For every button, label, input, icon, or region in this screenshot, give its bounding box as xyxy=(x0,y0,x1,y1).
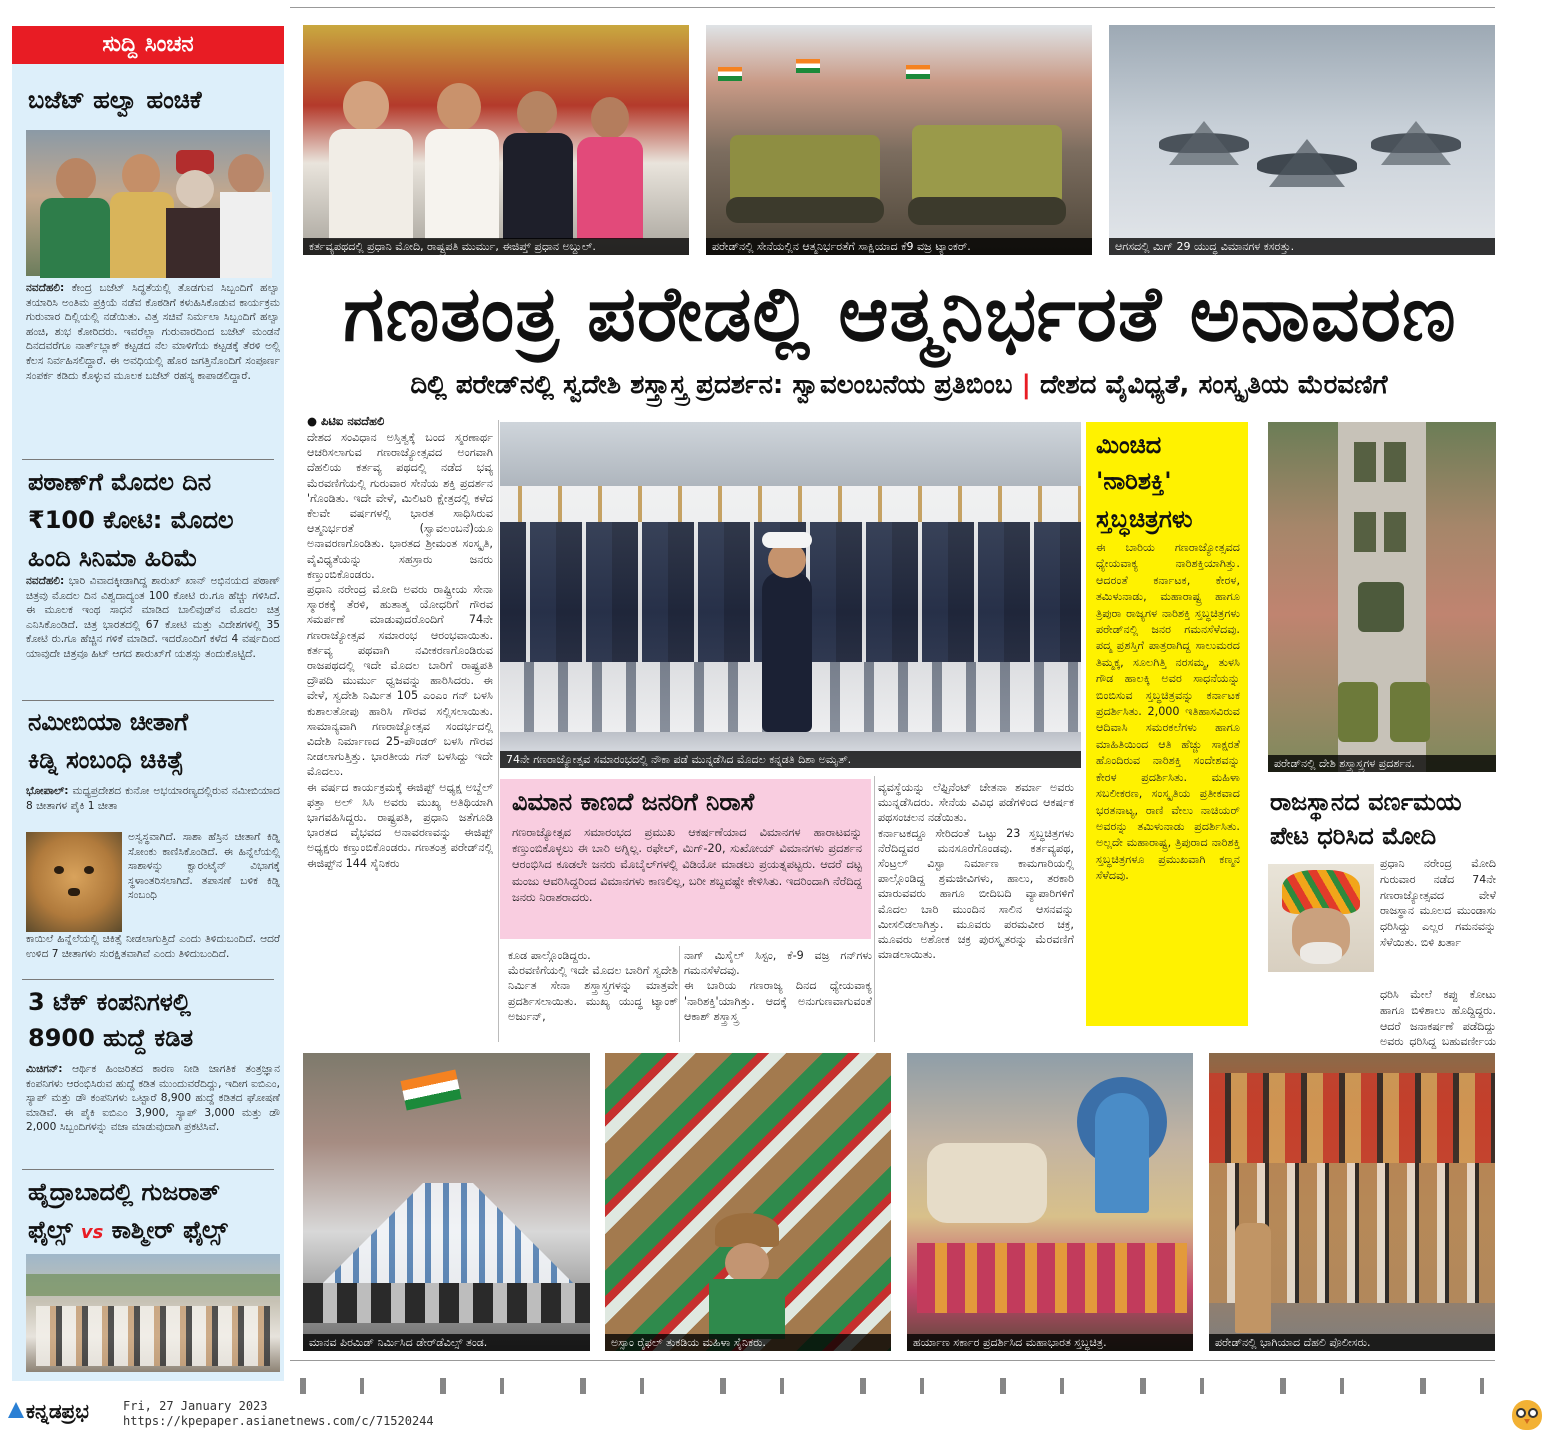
dateline: ನವದೆಹಲಿ: xyxy=(26,575,65,587)
top-rule xyxy=(290,7,1495,8)
main-story-col2: ಕೂಡ ಪಾಲ್ಗೊಂಡಿದ್ದರು. ಮೆರವಣಿಗೆಯಲ್ಲಿ ಇದೇ ಮೊದಲ ಬಾರಿಗೆ ಸ್ವದೇಶಿ ನಿರ್ಮಿತ ಸೇನಾ ಶಸ್ತ್ರಾಸ್ತ್ರಗಳನ್ನು ಮಾತ್ರವೇ ಪ್ರದರ್ಶಿಸಲಾಯಿತು. ಮುಖ್ಯ ಯುದ್ಧ ಟ್ಯಾಂಕ್ ಅರ್ಜುನ್, xyxy=(508,949,678,1023)
sub-headline-left: ದಿಲ್ಲಿ ಪರೇಡ್‌ನಲ್ಲಿ ಸ್ವದೇಶಿ ಶಸ್ತ್ರಾಸ್ತ್ರ ಪ್ರದರ್ಶನ: ಸ್ವಾವಲಂಬನೆಯ ಪ್ರತಿಬಿಂಬ xyxy=(410,370,1013,400)
photo-caption: ಕರ್ತವ್ಯಪಥದಲ್ಲಿ ಪ್ರಧಾನಿ ಮೋದಿ, ರಾಷ್ಟ್ರಪತಿ ಮುರ್ಮು, ಈಜಿಪ್ತ್ ಪ್ರಧಾನ ಅಬ್ದುಲ್. xyxy=(303,238,689,255)
column-divider xyxy=(679,946,680,1042)
story-body: ಮಧ್ಯಪ್ರದೇಶದ ಕುನೋ ಅಭಯಾರಣ್ಯದಲ್ಲಿರುವ ನಮೀಬಿಯಾದ 8 ಚೀತಾಗಳ ಪೈಕಿ 1 ಚೀತಾ xyxy=(26,785,280,812)
yellow-box-title-l2: 'ನಾರಿಶಕ್ತಿ' xyxy=(1096,467,1172,495)
dateline: ಭೋಪಾಲ್: xyxy=(26,785,69,797)
story-text-cheetah-bottom: ಕಾಯಿಲೆ ಹಿನ್ನೆಲೆಯಲ್ಲಿ ಚಿಕಿತ್ಸೆ ನೀಡಲಾಗುತ್ತಿದೆ ಎಂದು ತಿಳಿದುಬಂದಿದೆ. ಆದರೆ ಉಳಿದ 7 ಚೀತಾಗಳು ಸುರಕ್ಷಿತವಾಗಿವೆ ಎಂದು ತಿಳಿದುಬಂದಿದೆ. xyxy=(26,933,280,960)
bottom-photo-delhi-police xyxy=(1209,1053,1495,1351)
crowd-screening-photo xyxy=(26,1254,280,1372)
main-story-col3a: ವ್ಯವಸ್ಥೆಯನ್ನು ಲೆಫ್ಟಿನೆಂಟ್ ಚೇತನಾ ಶರ್ಮಾ ಅವರು ಮುನ್ನಡೆಸಿದರು. ಸೇನೆಯ ವಿವಿಧ ಪಡೆಗಳಿಂದ ಆಕರ್ಷಕ ಪಥಸಂಚಲನ ನಡೆಯಿತು. ಕರ್ನಾಟಕದ್ದೂ ಸೇರಿದಂತೆ ಒಟ್ಟು 23 ಸ್ತಬ್ಧಚಿತ್ರಗಳು ನೆರೆದಿದ್ದವರ ಮನಸೂರೆಗೊಂಡವು. ಕರ್ತವ್ಯಪಥ, ಸೆಂಟ್ರಲ್ ವಿಸ್ಟಾ ನಿರ್ಮಾಣ ಕಾಮಗಾರಿಯಲ್ಲಿ ಪಾಲ್ಗೊಂಡಿದ್ದ ಶ್ರಮಜೀವಿಗಳು, ಹಾಲು, ತರಕಾರಿ ಮಾರುವವರು ಹಾಗೂ ಬೀದಿಬದಿ ವ್ಯಾಪಾರಿಗಳಿಗೆ ಮೊದಲ ಬಾರಿ ಮುಂದಿನ ಸಾಲಿನ ಆಸನವನ್ನು ಮೀಸಲಿಡಲಾಗಿತ್ತು. ಮೂವರು ಪರಮವೀರ ಚಕ್ರ, ಮೂವರು ಅಶೋಕ ಚಕ್ರ ಪುರಸ್ಕೃತರನ್ನು ಮೆರವಣಿಗೆ ಮಾಡಲಾಯಿತು. xyxy=(878,781,1074,962)
main-story-col1: ದೇಶದ ಸಂವಿಧಾನ ಅಸ್ತಿತ್ವಕ್ಕೆ ಬಂದ ಸ್ಮರಣಾರ್ಥ ಆಚರಿಸಲಾಗುವ ಗಣರಾಜ್ಯೋತ್ಸವದ ಅಂಗವಾಗಿ ದೆಹಲಿಯ ಕರ್ತವ್ಯ ಪಥದಲ್ಲಿ ನಡೆದ ಭವ್ಯ ಮೆರವಣಿಗೆಯಲ್ಲಿ ಗುರುವಾರ ಸೇನೆಯ ಶಕ್ತಿ ಪ್ರದರ್ಶನ 'ಗೊಂಡಿತು. ಇದೇ ವೇಳೆ, ಮಿಲಿಟರಿ ಕ್ಷೇತ್ರದಲ್ಲಿ ಕಳೆದ ಕೆಲವೇ ವರ್ಷಗಳಲ್ಲಿ ಭಾರತ ಸಾಧಿಸಿರುವ ಆತ್ಮನಿರ್ಭರತೆ (ಸ್ವಾವಲಂಬನೆ)ಯೂ ಅನಾವರಣಗೊಂಡಿತು. ಭಾರತದ ಶ್ರೀಮಂತ ಸಂಸ್ಕೃತಿ, ವೈವಿಧ್ಯತೆಯನ್ನು ಸಹಸ್ರಾರು ಜನರು ಕಣ್ತುಂಬಿಕೊಂಡರು. ಪ್ರಧಾನಿ ನರೇಂದ್ರ ಮೋದಿ ಅವರು ರಾಷ್ಟ್ರೀಯ ಸೇನಾ ಸ್ಮಾರಕಕ್ಕೆ ತೆರಳಿ, ಹುತಾತ್ಮ ಯೋಧರಿಗೆ ಗೌರವ ಸಮರ್ಪಣೆ ಮಾಡುವುದರೊಂದಿಗೆ 74ನೇ ಗಣರಾಜ್ಯೋತ್ಸವ ಸಮಾರಂಭ ಆರಂಭವಾಯಿತು. ಕರ್ತವ್ಯ ಪಥವಾಗಿ ನವೀಕರಣಗೊಂಡಿರುವ ರಾಜಪಥದಲ್ಲಿ ಇದೇ ಮೊದಲ ಬಾರಿಗೆ ರಾಷ್ಟ್ರಪತಿ ದ್ರೌಪದಿ ಮುರ್ಮು ಧ್ವಜವನ್ನು ಹಾರಿಸಿದರು. ಈ ವೇಳೆ, ಸ್ವದೇಶಿ ನಿರ್ಮಿತ 105 ಎಂಎಂ ಗನ್ ಬಳಸಿ ಕುಶಾಲತೋಪು ಹಾರಿಸಿ ಗೌರವ ಸಲ್ಲಿಸಲಾಯಿತು. ಸಾಮಾನ್ಯವಾಗಿ ಗಣರಾಜ್ಯೋತ್ಸವ ಸಂದರ್ಭದಲ್ಲಿ ವಿದೇಶಿ ನಿರ್ಮಾಣದ 25-ಪೌಂಡರ್ ಬಳಸಿ ಗೌರವ ನೀಡಲಾಗುತ್ತಿತ್ತು. ಭಾರತೀಯ ಗನ್ ಬಳಸಿದ್ದು ಇದೇ ಮೊದಲು. ಈ ವರ್ಷದ ಕಾರ್ಯಕ್ರಮಕ್ಕೆ ಈಜಿಪ್ಟ್ ಅಧ್ಯಕ್ಷ ಅಬ್ದೆಲ್ ಫತ್ತಾ ಅಲ್ ಸಿಸಿ ಅವರು ಮುಖ್ಯ ಅತಿಥಿಯಾಗಿ ಭಾಗವಹಿಸಿದ್ದರು. ರಾಷ್ಟ್ರಪತಿ, ಪ್ರಧಾನಿ ಜತೆಗೂಡಿ ಭಾರತದ ವೈಭವದ ಅನಾವರಣವನ್ನು ಈಜಿಪ್ಟ್ ಅಧ್ಯಕ್ಷರು ಕಣ್ತುಂಬಿಕೊಂಡರು. ಗಣತಂತ್ರ ಪರೇಡ್‌ನಲ್ಲಿ ಈಜಿಪ್ಟ್‌ನ 144 ಸೈನಿಕರು xyxy=(307,431,493,870)
story-text-tech-layoffs xyxy=(26,1062,280,1166)
pink-box-title: ವಿಮಾನ ಕಾಣದೆ ಜನರಿಗೆ ನಿರಾಸೆ xyxy=(512,788,755,816)
photo-caption: ಹರ್ಯಾಣ ಸರ್ಕಾರ ಪ್ರದರ್ಶಿಸಿದ ಮಹಾಭಾರತ ಸ್ತಬ್ಧಚಿತ್ರ. xyxy=(907,1334,1193,1351)
versus-mark: vs xyxy=(80,1222,104,1243)
story-title-cheetah-l2: ಕಿಡ್ನಿ ಸಂಬಂಧಿ ಚಿಕಿತ್ಸೆ xyxy=(28,746,184,774)
owl-icon[interactable] xyxy=(1512,1400,1542,1430)
halwa-ceremony-photo xyxy=(26,130,270,276)
top-photo-mig29 xyxy=(1109,25,1495,255)
logo-mark-icon xyxy=(8,1402,24,1418)
sub-headline-separator: | xyxy=(1021,370,1031,400)
divider xyxy=(22,1169,274,1170)
column-divider xyxy=(498,420,499,1042)
story-text-pathaan xyxy=(26,574,280,698)
story-title-files-l1: ಹೈದ್ರಾಬಾದಲ್ಲಿ ಗುಜರಾತ್ xyxy=(28,1178,220,1206)
story-body: ಆರ್ಥಿಕ ಹಿಂಜರಿತದ ಕಾರಣ ನೀಡಿ ಜಾಗತಿಕ ತಂತ್ರಜ್ಞಾನ ಕಂಪನಿಗಳು ಆರಂಭಿಸಿರುವ ಹುದ್ದೆ ಕಡಿತ ಮುಂದುವರೆದಿದ್ದು, ಇದೀಗ ಐಬಿಎಂ, ಸ್ಯಾಪ್ ಮತ್ತು ಡೌ ಕಂಪನಿಗಳು ಒಟ್ಟಾರೆ 8,900 ಹುದ್ದೆ ಕಡಿತದ ಘೋಷಣೆ ಮಾಡಿವೆ. ಈ ಪೈಕಿ ಐಬಿಎಂ 3,900, ಸ್ಯಾಪ್ 3,000 ಮತ್ತು ಡೌ 2,000 ಸಿಬ್ಬಂದಿಗಳನ್ನು ವಜಾ ಮಾಡುವುದಾಗಿ ಪ್ರಕಟಿಸಿವೆ. xyxy=(26,1063,280,1134)
pink-box-text: ಗಣರಾಜ್ಯೋತ್ಸವ ಸಮಾರಂಭದ ಪ್ರಮುಖ ಆಕರ್ಷಣೆಯಾದ ವಿಮಾನಗಳ ಹಾರಾಟವನ್ನು ಕಣ್ತುಂಬಿಕೊಳ್ಳಲು ಈ ಬಾರಿ ಅಗ್ನಿಲ್ಲ. ರಫೇಲ್, ಮಿಗ್-20, ಸುಖೋಯ್ ವಿಮಾನಗಳು ಪ್ರದರ್ಶನ ಆರಂಭಿಸಿದ ಕೂಡಲೇ ಜನರು ಮೊಬೈಲ್‌ಗಳಲ್ಲಿ ವಿಡಿಯೋ ಮಾಡಲು ಪ್ರಯತ್ನಪಟ್ಟರು. ಆದರೆ ದಟ್ಟ ಮಂಜು ಆವರಿಸಿದ್ದರಿಂದ ವಿಮಾನಗಳು ಕಾಣಲಿಲ್ಲ, ಬರೀ ಶಬ್ದವಷ್ಟೇ ಕೇಳಿಸಿತು. ಇದರಿಂದಾಗಿ ನೆರೆದಿದ್ದ ಜನರು ನಿರಾಶರಾದರು. xyxy=(512,825,862,904)
photo-caption: ಮಾನವ ಪಿರಮಿಡ್ ನಿರ್ಮಿಸಿದ ಡೇರ್‌ಡೆವಿಲ್ಸ್ ತಂಡ. xyxy=(303,1334,590,1351)
story-text-cheetah-side: ಅಸ್ವಸ್ಥವಾಗಿದೆ. ಸಾಶಾ ಹೆಸ್ರಿನ ಚೀತಾಗೆ ಕಿಡ್ನಿ ಸೋಂಕು ಕಾಣಿಸಿಕೊಂಡಿದೆ. ಈ ಹಿನ್ನೆಲೆಯಲ್ಲಿ ಸಾಶಾಳನ್ನು ಕ್ವಾರಂಟೈನ್ ವಿಭಾಗಕ್ಕೆ ಸ್ಥಳಾಂತರಿಸಲಾಗಿದೆ. ತಪಾಸಣೆ ಬಳಿಕ ಕಿಡ್ನಿ ಸಂಬಂಧಿ xyxy=(128,831,280,902)
bottom-photo-daredevils xyxy=(303,1053,590,1351)
yellow-box-title-l1: ಮಿಂಚಿದ xyxy=(1096,431,1162,459)
yellow-box-title-l3: ಸ್ತಬ್ಧಚಿತ್ರಗಳು xyxy=(1096,505,1193,533)
newspaper-logo: ಕನ್ನಡಪ್ರಭ xyxy=(26,1399,89,1423)
photo-caption: ಆಗಸದಲ್ಲಿ ಮಿಗ್ 29 ಯುದ್ಧ ವಿಮಾನಗಳ ಕಸರತ್ತು. xyxy=(1109,238,1495,255)
divider xyxy=(22,700,274,701)
modi-turban-photo xyxy=(1268,864,1374,972)
next-page-strip xyxy=(290,1360,1495,1361)
cheetah-photo xyxy=(26,832,122,932)
photo-caption: 74ನೇ ಗಣರಾಜ್ಯೋತ್ಸವ ಸಮಾರಂಭದಲ್ಲಿ ನೌಕಾ ಪಡೆ ಮುನ್ನಡೆಸಿದ ಮೊದಲ ಕನ್ನಡತಿ ದಿಶಾ ಅಮೃತ್. xyxy=(500,751,1081,768)
story-title-pathaan-l1: ಪಠಾಣ್‌ಗೆ ಮೊದಲ ದಿನ xyxy=(28,468,212,496)
yellow-box-text: ಈ ಬಾರಿಯ ಗಣರಾಜ್ಯೋತ್ಸವದ ಧ್ಯೇಯವಾಕ್ಯ ನಾರಿಶಕ್ತಿಯಾಗಿತ್ತು. ಆದರಂತೆ ಕರ್ನಾಟಕ, ಕೇರಳ, ತಮಿಳುನಾಡು, ಮಹಾರಾಷ್ಟ್ರ ಹಾಗೂ ತ್ರಿಪುರಾ ರಾಜ್ಯಗಳ ನಾರಿಶಕ್ತಿ ಸ್ತಬ್ಧಚಿತ್ರಗಳು ಪರೇಡ್‌ನಲ್ಲಿ ಜನರ ಗಮನಸೆಳೆದವು. ಪದ್ಮ ಪ್ರಶಸ್ತಿಗೆ ಪಾತ್ರರಾಗಿದ್ದ ಸಾಲುಮರದ ತಿಮ್ಮಕ್ಕ, ಸೂಲಗಿತ್ತಿ ನರಸಮ್ಮ, ತುಳಸಿ ಗೌಡ ಹಾಲಕ್ಕಿ ಅವರ ಸಾಧನೆಯನ್ನು ಬಿಂಬಿಸುವ ಸ್ತಬ್ಧಚಿತ್ರವನ್ನು ಕರ್ನಾಟಕ ಪ್ರದರ್ಶಿಸಿತು. 2,000 ಇತಿಹಾಸವಿರುವ ಆದಿವಾಸಿ ಸಮರಕಲೆಗಳು ಹಾಗೂ ಮಾಹಿತಿಯಿಂದ ಆತಿ ಹೆಚ್ಚು ಸಾಕ್ಷರತೆ ಹೊಂದಿರುವ ನಾರಿಶಕ್ತಿ ಸಂದೇಶವನ್ನು ಕೇರಳ ಪ್ರದರ್ಶಿಸಿತು. ಮಹಿಳಾ ಸಬಲೀಕರಣ, ಸಂಸ್ಕೃತಿಯ ಪ್ರತೀಕವಾದ ಭರತನಾಟ್ಯ, ರಾಣಿ ವೇಲು ನಾಚಿಯರ್ ಅವರನ್ನು ತಮಿಳುನಾಡು ಪ್ರದರ್ಶಿಸಿತು. ಅಲ್ಲದೇ ಮಹಾರಾಷ್ಟ್ರ, ತ್ರಿಪುರಾದ ನಾರಿಶಕ್ತಿ ಸ್ತಬ್ಧಚಿತ್ರಗಳೂ ಪ್ರಮುಖವಾಗಿ ಕಣ್ಮನ ಸೆಳೆದವು. xyxy=(1096,541,1240,883)
story-title-pathaan-l3: ಹಿಂದಿ ಸಿನಿಮಾ ಹಿರಿಮೆ xyxy=(28,544,198,572)
story-title-tech-layoffs-l1: 3 ಟೆಕ್ ಕಂಪನಿಗಳಲ್ಲಿ xyxy=(28,988,191,1016)
next-page-strip-fragment xyxy=(300,1378,1495,1394)
title-part-b: ಕಾಶ್ಮೀರ್ ಫೈಲ್ಸ್ xyxy=(111,1216,228,1244)
title-part-a: ಫೈಲ್ಸ್ xyxy=(28,1216,73,1244)
story-text-budget-halwa xyxy=(26,281,280,457)
story-title-pathaan-l2: ₹100 ಕೋಟಿ: ಮೊದಲ xyxy=(28,506,234,534)
dateline: ನವದೆಹಲಿ: xyxy=(26,282,65,294)
story-body: ಕೇಂದ್ರ ಬಜೆಟ್ ಸಿದ್ಧತೆಯಲ್ಲಿ ತೊಡಗುವ ಸಿಬ್ಬಂದಿಗೆ ಹಲ್ವಾ ತಯಾರಿಸಿ ಅಂತಿಮ ಪ್ರಕ್ರಿಯೆ ನಡೆವ ಕೊಠಡಿಗೆ ಕಳುಹಿಸಿಕೊಡುವ ಕಾರ್ಯಕ್ರಮ ಗುರುವಾರ ದಿಲ್ಲಿಯಲ್ಲಿ ನಡೆಯಿತು. ವಿತ್ತ ಸಚಿವೆ ನಿರ್ಮಲಾ ಸಿಬ್ಬಂದಿಗೆ ಹಲ್ವಾ ಹಂಚಿ, ಶುಭ ಕೋರಿದರು. ಇವರೆಲ್ಲಾ ಗುರುವಾರದಿಂದ ಬಜೆಟ್ ಮಂಡನೆ ದಿನದವರೆಗೂ ನಾರ್ತ್‌ಬ್ಲಾಕ್ ಕಟ್ಟಡದ ನೆಲ ಮಾಳಿಗೆಯ ಕಟ್ಟಡಕ್ಕೆ ತೆರಳಿ ಅಲ್ಲಿ ಕೆಲಸ ನಿರ್ವಹಿಸಲಿದ್ದಾರೆ. ಈ ಅವಧಿಯಲ್ಲಿ ಹೊರ ಜಗತ್ತಿನೊಂದಿಗೆ ಸಂಪೂರ್ಣ ಸಂಪರ್ಕ ಕಡಿದು ಕೊಳ್ಳುವ ಮೂಲಕ ಬಜೆಟ್ ರಹಸ್ಯ ಕಾಪಾಡಲಿದ್ದಾರೆ. xyxy=(26,282,280,382)
column-divider xyxy=(874,776,875,1042)
byline: ● ಪಿಟಿಐ ನವದೆಹಲಿ xyxy=(307,414,385,428)
news-digest-sidebar xyxy=(12,26,284,1381)
dateline: ಮಿಚಿಗನ್: xyxy=(26,1063,63,1075)
main-story-col-mid: ನಾಗ್ ಮಿಸೈಲ್ ಸಿಸ್ಟಂ, ಕೆ-9 ವಜ್ರ ಗನ್‌ಗಳು ಗಮನಸೆಳೆದವು. ಈ ಬಾರಿಯ ಗಣರಾಜ್ಯ ದಿನದ ಧ್ಯೇಯವಾಕ್ಯ 'ನಾರಿಶಕ್ತಿ'ಯಾಗಿತ್ತು. ಆದಕ್ಕೆ ಅನುಗುಣವಾಗುವಂತೆ ಆಕಾಶ್ ಶಸ್ತ್ರಾಸ್ತ್ರ xyxy=(684,949,872,1023)
story-title-tech-layoffs-l2: 8900 ಹುದ್ದೆ ಕಡಿತ xyxy=(28,1024,194,1052)
main-headline: ಗಣತಂತ್ರ ಪರೇಡಲ್ಲಿ ಆತ್ಮನಿರ್ಭರತೆ ಅನಾವರಣ xyxy=(343,269,1457,358)
sub-headline xyxy=(303,366,1495,404)
photo-caption: ಪರೇಡ್‌ನಲ್ಲಿ ದೇಶಿ ಶಸ್ತ್ರಾಸ್ತ್ರಗಳ ಪ್ರದರ್ಶನ. xyxy=(1268,755,1496,772)
footer-url[interactable]: https://kpepaper.asianetnews.com/c/71520244 xyxy=(123,1414,434,1428)
sidebar-heading: ಸುದ್ದಿ ಸಿಂಚನ xyxy=(12,26,284,64)
photo-caption: ಪರೇಡ್‌ನಲ್ಲಿ ಭಾಗಿಯಾದ ದೆಹಲಿ ಪೊಲೀಸರು. xyxy=(1209,1334,1495,1351)
sub-headline-right: ದೇಶದ ವೈವಿಧ್ಯತೆ, ಸಂಸ್ಕೃತಿಯ ಮೆರವಣಿಗೆ xyxy=(1040,370,1388,400)
bottom-photo-assam-rifles xyxy=(605,1053,891,1351)
modi-story-text-side: ಪ್ರಧಾನಿ ನರೇಂದ್ರ ಮೋದಿ ಗುರುವಾರ ನಡೆದ 74ನೇ ಗಣರಾಜ್ಯೋತ್ಸವದ ವೇಳೆ ರಾಜಸ್ಥಾನ ಮೂಲದ ಮುಂಡಾಸು ಧರಿಸಿದ್ದು ಎಲ್ಲರ ಗಮನವನ್ನು ಸೆಳೆಯಿತು. ಬಿಳಿ ಖರ್ತಾ xyxy=(1380,857,1496,949)
center-photo-navy-contingent xyxy=(500,422,1081,768)
modi-story-text-bottom: ಧರಿಸಿ ಮೇಲೆ ಕಪ್ಪು ಕೋಟು ಹಾಗೂ ಬಿಳಿಶಾಲು ಹೊದ್ದಿದ್ದರು. ಆದರೆ ಜನಾಕರ್ಷಣೆ ಪಡೆದಿದ್ದು ಅವರು ಧರಿಸಿದ್ದ ಬಹುವರ್ಣೀಯ xyxy=(1380,988,1496,1049)
story-text-cheetah-top xyxy=(26,784,280,828)
divider xyxy=(22,459,274,460)
photo-caption: ಅಸ್ಸಾಂ ರೈಫಲ್ ತುಕಡಿಯ ಮಹಿಳಾ ಸೈನಿಕರು. xyxy=(605,1334,891,1351)
right-photo-weapons-display xyxy=(1268,422,1496,772)
modi-story-title-l1: ರಾಜಸ್ಥಾನದ ವರ್ಣಮಯ xyxy=(1270,788,1462,816)
bottom-photo-mahabharata-tableau xyxy=(907,1053,1193,1351)
top-photo-k9-vajra xyxy=(706,25,1092,255)
story-title-budget-halwa: ಬಜೆಟ್ ಹಲ್ವಾ ಹಂಚಿಕೆ xyxy=(28,86,202,114)
footer-date: Fri, 27 January 2023 xyxy=(123,1399,268,1413)
story-body: ಭಾರಿ ವಿವಾದಕ್ಕೀಡಾಗಿದ್ದ ಶಾರುಖ್ ಖಾನ್ ಅಭಿನಯದ ಪಠಾಣ್ ಚಿತ್ರವು ಮೊದಲ ದಿನ ವಿಶ್ವದಾದ್ಯಂತ 100 ಕೋಟಿ ರು.ಗೂ ಹೆಚ್ಚು ಗಳಿಸಿದೆ. ಈ ಮೂಲಕ ಇಂಥ ಸಾಧನೆ ಮಾಡಿದ ಬಾಲಿವುಡ್‌ನ ಮೊದಲ ಚಿತ್ರ ಎನಿಸಿಕೊಂಡಿದೆ. ಚಿತ್ರ ಭಾರತದಲ್ಲಿ 67 ಕೋಟಿ ಮತ್ತು ವಿದೇಶಗಳಲ್ಲಿ 35 ಕೋಟಿ ರು.ಗೂ ಹೆಚ್ಚಿನ ಗಳಿಕೆ ಮಾಡಿದೆ. ಇದರೊಂದಿಗೆ ಕಳೆದ 4 ವರ್ಷದಿಂದ ಯಾವುದೇ ಚಿತ್ರವೂ ಹಿಟ್ ಆಗದ ಶಾರುಖ್‌ಗೆ ಯಶಸ್ಸು ತಂದುಕೊಟ್ಟಿದೆ. xyxy=(26,575,280,660)
story-title-files-l2 xyxy=(28,1214,228,1249)
divider xyxy=(22,979,274,980)
story-title-cheetah-l1: ನಮೀಬಿಯಾ ಚೀತಾಗೆ xyxy=(28,708,189,736)
photo-caption: ಪರೇಡ್‌ನಲ್ಲಿ ಸೇನೆಯಲ್ಲಿನ ಆತ್ಮನಿರ್ಭರತೆಗೆ ಸಾಕ್ಷಿಯಾದ ಕೆ9 ವಜ್ರ ಟ್ಯಾಂಕರ್. xyxy=(706,238,1092,255)
modi-story-title-l2: ಪೇಟ ಧರಿಸಿದ ಮೋದಿ xyxy=(1270,822,1437,850)
top-photo-dignitaries xyxy=(303,25,689,255)
